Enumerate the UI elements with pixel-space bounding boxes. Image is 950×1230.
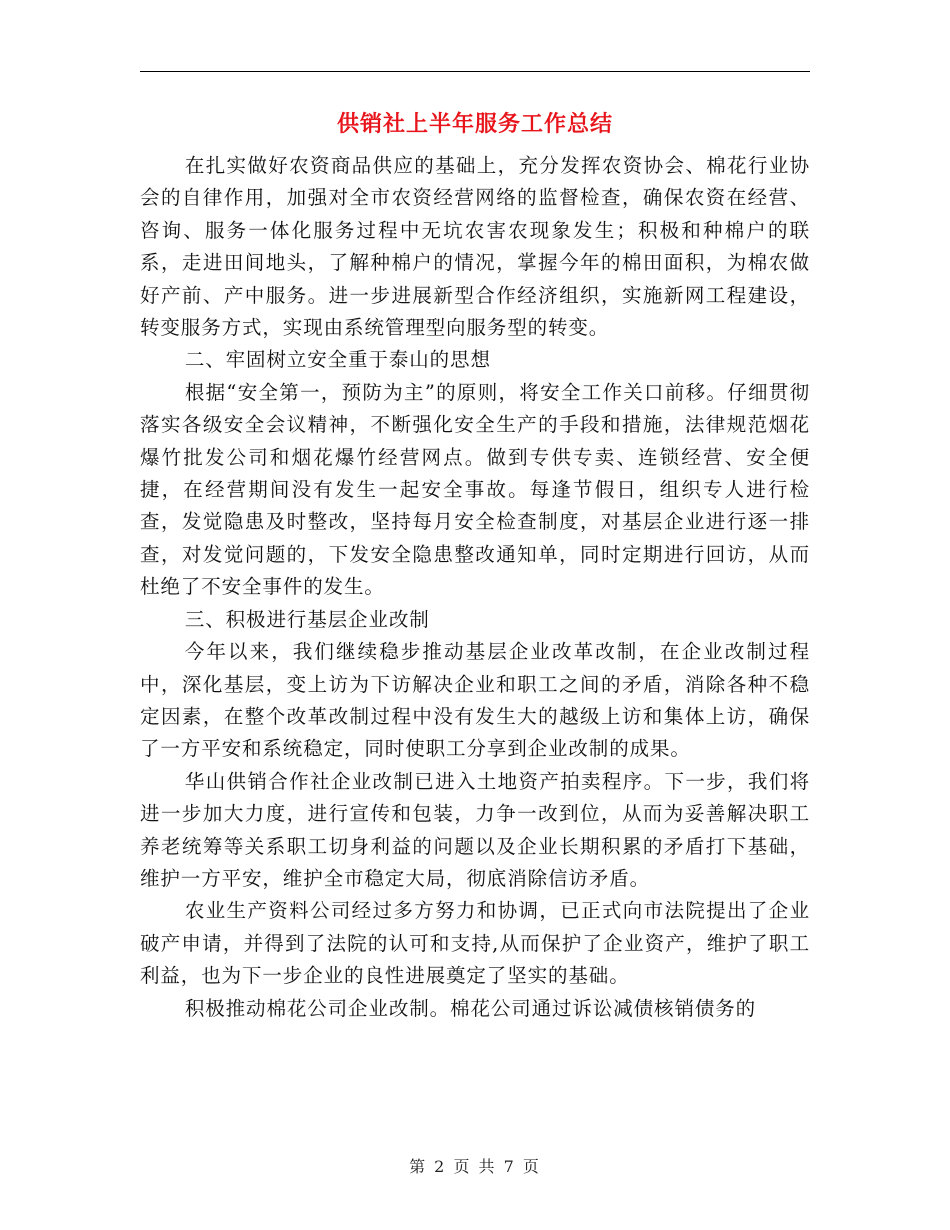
section-heading: 三、积极进行基层企业改制 [184,607,430,631]
paragraph: 积极推动棉花公司企业改制。棉花公司通过诉讼减债核销债务的 [184,996,757,1020]
paragraph: 今年以来，我们继续稳步推动基层企业改革改制，在企业改制过程中，深化基层，变上访为下访解决企业和职工之间的矛盾，消除各种不稳定因素，在整个改革改制过程中没有发生大的越级上访和集体上访，确保了一方平安和系统稳定，同时使职工分享到企业改制的成果。 [140,640,810,761]
page-number: 第 2 页 共 7 页 [409,1157,541,1176]
paragraph: 农业生产资料公司经过多方努力和协调，已正式向市法院提出了企业破产申请，并得到了法院的认可和支持,从而保护了企业资产，维护了职工利益，也为下一步企业的良性进展奠定了坚实的基础。 [140,899,810,988]
header-rule [140,71,810,72]
paragraph: 华山供销合作社企业改制已进入土地资产拍卖程序。下一步，我们将进一步加大力度，进行宣传和包装，力争一改到位，从而为妥善解决职工养老统筹等关系职工切身利益的问题以及企业长期积累的矛盾打下基础，维护一方平安，维护全市稳定大局，彻底消除信访矛盾。 [140,769,810,890]
section-heading: 二、牢固树立安全重于泰山的思想 [184,348,491,372]
document-title: 供销社上半年服务工作总结 [336,112,613,137]
paragraph: 根据“安全第一，预防为主”的原则，将安全工作关口前移。仔细贯彻落实各级安全会议精神，不断强化安全生产的手段和措施，法律规范烟花爆竹批发公司和烟花爆竹经营网点。做到专供专卖、连锁经营、安全便捷，在经营期间没有发生一起安全事故。每逢节假日，组织专人进行检查，发觉隐患及时整改，坚持每月安全检查制度，对基层企业进行逐一排查，对发觉问题的，下发安全隐患整改通知单，同时定期进行回访，从而杜绝了不安全事件的发生。 [140,380,810,599]
document-body [140,150,810,1025]
paragraph: 在扎实做好农资商品供应的基础上，充分发挥农资协会、棉花行业协会的自律作用，加强对全市农资经营网络的监督检查，确保农资在经营、咨询、服务一体化服务过程中无坑农害农现象发生；积极和种棉户的联系，走进田间地头，了解种棉户的情况，掌握今年的棉田面积，为棉农做好产前、产中服务。进一步进展新型合作经济组织，实施新网工程建设，转变服务方式，实现由系统管理型向服务型的转变。 [140,154,810,340]
